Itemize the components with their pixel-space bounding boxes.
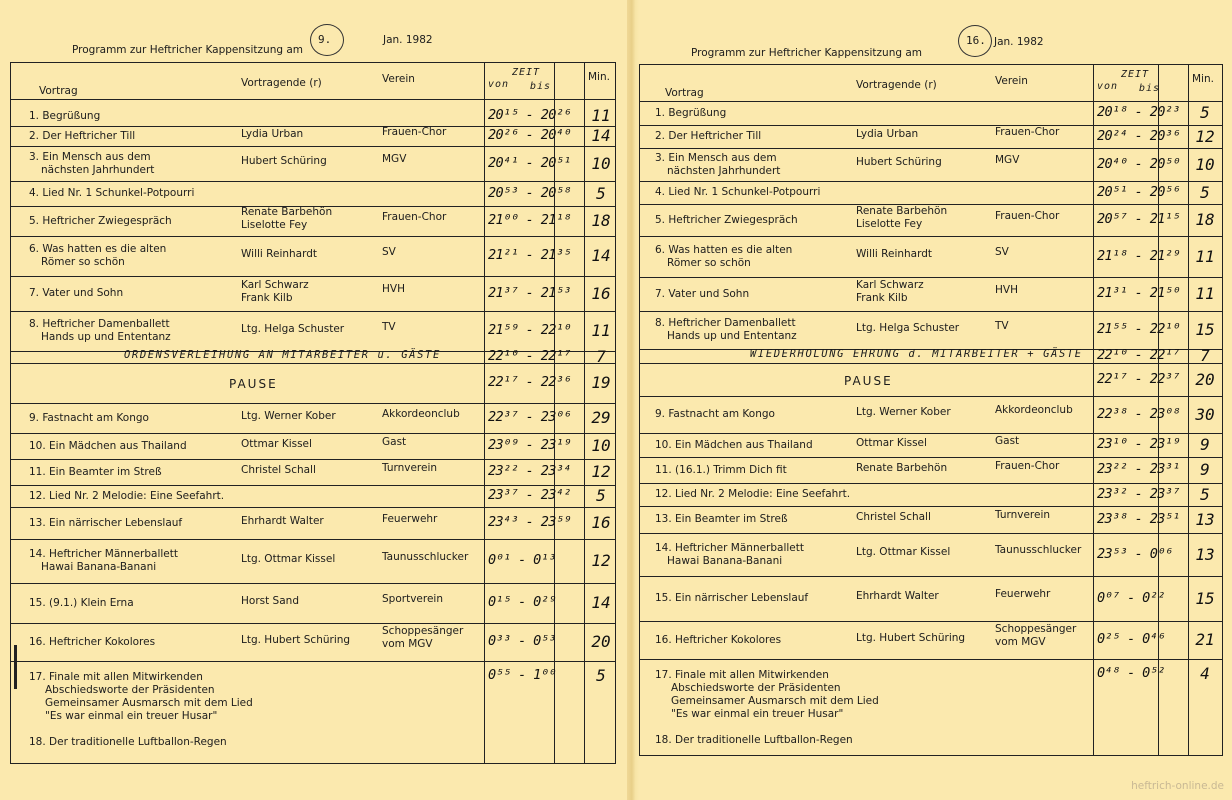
column-divider [584,63,585,763]
program-item: 1. Begrüßung [29,109,101,122]
row-divider [11,485,615,486]
program-item: Römer so schön [667,256,751,269]
verein: Gast [382,435,407,448]
program-title: Programm zur Heftricher Kappensitzung am [691,47,923,59]
program-item: 15. Ein närrischer Lebenslauf [655,592,809,604]
time-range: 21⁵⁵ - 22¹⁰ [1097,321,1180,337]
verein: TV [995,319,1009,332]
program-item: Abschiedsworte der Präsidenten [671,682,841,694]
minutes: 16 [591,283,611,303]
performer: Liselotte Fey [241,219,308,231]
time-range: 20⁴⁰ - 20⁵⁰ [1097,155,1180,172]
row-divider [640,311,1222,312]
program-item: Römer so schön [41,256,125,268]
minutes: 7 [596,347,606,366]
program-item: 8. Heftricher Damenballett [655,317,796,329]
program-item: 13. Ein Beamter im Streß [655,513,788,525]
minutes: 7 [1200,346,1210,365]
minutes: 13 [1195,544,1215,564]
program-item: nächsten Jahrhundert [41,163,155,176]
performer: Horst Sand [241,594,299,607]
minutes: 10 [1195,154,1215,174]
header-vortragende: Vortragende (r) [241,77,322,89]
time-range: 21³¹ - 21⁵⁰ [1097,285,1180,301]
row-divider [11,433,615,434]
header-bis: bis [530,81,552,92]
program-item: 11. (16.1.) Trimm Dich fit [655,463,787,476]
performer: Ltg. Helga Schuster [856,321,960,334]
time-range: 21³⁷ - 21⁵³ [488,284,571,301]
performer: Hubert Schüring [856,156,942,168]
banner-ordensverleihung: ORDENSVERLEIHUNG AN MITARBEITER u. GÄSTE [124,349,441,361]
time-range: 22¹⁰ - 22¹⁷ [1097,347,1180,363]
minutes: 10 [591,436,611,455]
program-item: Hawai Banana-Banani [667,554,783,567]
row-divider [640,506,1222,507]
performer: Ehrhardt Walter [241,514,324,527]
program-date: Jan. 1982 [383,34,433,46]
verein: Feuerwehr [382,512,438,525]
program-item: 8. Heftricher Damenballett [29,318,170,330]
row-divider [640,483,1222,484]
row-divider [640,396,1222,397]
time-range: 22¹⁰ - 22¹⁷ [488,348,571,364]
time-range: 21²¹ - 21³⁵ [488,247,571,263]
performer: Karl Schwarz [856,279,924,291]
performer: Willi Reinhardt [241,247,318,260]
time-range: 20⁵⁷ - 21¹⁵ [1097,211,1180,227]
pause-label: PAUSE [229,377,278,391]
minutes: 14 [591,246,611,265]
verein: Frauen-Chor [382,125,447,138]
performer: Renate Barbehön [241,206,333,218]
page-fold [627,0,639,800]
minutes: 18 [1195,210,1215,229]
verein: vom MGV [382,638,433,650]
row-divider [640,181,1222,182]
minutes: 9 [1200,460,1210,479]
verein: Taunusschlucker [995,544,1082,556]
verein: Akkordeonclub [995,404,1073,416]
header-von: von [488,79,510,90]
time-range: 20¹⁵ - 20²⁶ [488,107,571,123]
performer: Lydia Urban [856,128,919,140]
header-vortrag: Vortrag [665,87,704,99]
program-item: 4. Lied Nr. 1 Schunkel-Potpourri [29,187,195,199]
performer: Ltg. Hubert Schüring [241,633,351,646]
program-item: 5. Heftricher Zwiegespräch [29,214,172,227]
program-item: 1. Begrüßung [655,106,727,119]
time-range: 20⁵¹ - 20⁵⁶ [1097,183,1180,200]
header-min: Min. [588,71,610,83]
program-item: 16. Heftricher Kokolores [29,635,156,648]
verein: MGV [995,154,1020,166]
minutes: 18 [591,211,611,230]
row-divider [640,277,1222,278]
header-verein: Verein [382,73,415,85]
row-divider [640,457,1222,458]
program-item: Hands up und Ententanz [667,330,797,342]
performer: Ltg. Hubert Schüring [856,631,966,644]
verein: Akkordeonclub [382,407,460,420]
minutes: 5 [596,666,606,685]
verein: Frauen-Chor [995,459,1060,472]
time-range: 23³⁸ - 23⁵¹ [1097,510,1180,527]
time-range: 23²² - 23³¹ [1097,461,1180,477]
program-item: Gemeinsamer Ausmarsch mit dem Lied [671,695,879,707]
row-divider [11,507,615,508]
program-item: 17. Finale mit allen Mitwirkenden [29,671,203,683]
margin-mark [14,645,17,689]
row-divider [11,403,615,404]
time-range: 23⁴³ - 23⁵⁹ [488,514,571,530]
program-item: nächsten Jahrhundert [667,164,781,177]
performer: Lydia Urban [241,127,304,140]
program-item: Hands up und Ententanz [41,331,171,343]
minutes: 12 [1195,126,1215,146]
minutes: 5 [1200,484,1210,504]
row-divider [640,236,1222,237]
minutes: 11 [1195,284,1215,303]
verein: Frauen-Chor [995,209,1060,222]
time-range: 23³² - 23³⁷ [1097,485,1180,502]
performer: Karl Schwarz [241,278,309,291]
row-divider [640,533,1222,534]
time-range: 21⁵⁹ - 22¹⁰ [488,322,571,338]
performer: Ltg. Helga Schuster [241,322,345,335]
program-item: Gemeinsamer Ausmarsch mit dem Lied [45,697,253,709]
time-range: 20⁴¹ - 20⁵¹ [488,154,571,171]
time-range: 0³³ - 0⁵³ [488,633,556,649]
program-item: 9. Fastnacht am Kongo [655,408,775,420]
banner-ordensverleihung: WIEDERHOLUNG EHRUNG d. MITARBEITER + GÄSTE [750,348,1083,360]
column-divider [1093,65,1094,755]
minutes: 5 [1200,103,1210,122]
program-item: 12. Lied Nr. 2 Melodie: Eine Seefahrt. [655,488,851,500]
handwritten-day: 9. [318,33,332,46]
time-range: 23²² - 23³⁴ [488,463,571,479]
row-divider [640,659,1222,660]
time-range: 21⁰⁰ - 21¹⁸ [488,212,571,228]
verein: Sportverein [382,592,443,605]
performer: Ehrhardt Walter [856,590,939,602]
verein: Taunusschlucker [382,550,469,563]
column-divider [484,63,485,763]
program-item: 9. Fastnacht am Kongo [29,411,149,424]
time-range: 0⁰¹ - 0¹³ [488,552,556,568]
program-item: 2. Der Heftricher Till [655,130,762,142]
time-range: 22³⁷ - 23⁰⁶ [488,409,571,425]
performer: Willi Reinhardt [856,248,933,260]
header-zeit: ZEIT [1121,69,1150,80]
performer: Ltg. Ottmar Kissel [241,552,336,565]
verein: Schoppesänger [382,625,464,637]
verein: MGV [382,153,407,165]
time-range: 23⁵³ - 0⁰⁶ [1097,545,1173,562]
row-divider [11,623,615,624]
row-divider [640,621,1222,622]
row-divider [640,363,1222,364]
row-divider [640,125,1222,126]
verein: Feuerwehr [995,588,1051,600]
time-range: 20¹⁸ - 20²³ [1097,104,1180,120]
verein: Gast [995,434,1020,447]
performer: Ltg. Werner Kober [856,406,951,418]
header-von: von [1097,81,1119,92]
minutes: 5 [1200,182,1210,202]
performer: Renate Barbehön [856,205,948,217]
program-item: Abschiedsworte der Präsidenten [45,684,215,696]
performer: Ottmar Kissel [241,437,312,450]
performer: Frank Kilb [241,291,293,304]
minutes: 11 [591,106,611,125]
program-item: 17. Finale mit allen Mitwirkenden [655,669,829,681]
minutes: 11 [1195,246,1215,266]
header-verein: Verein [995,75,1028,87]
time-range: 22³⁸ - 23⁰⁸ [1097,405,1180,422]
header-divider [640,101,1222,102]
performer: Ltg. Werner Kober [241,409,336,422]
minutes: 14 [591,593,611,612]
program-item: 18. Der traditionelle Luftballon-Regen [655,734,853,746]
time-range: 0⁴⁸ - 0⁵² [1097,665,1165,681]
performer: Hubert Schüring [241,155,327,167]
program-item: "Es war einmal ein treuer Husar" [671,708,844,720]
minutes: 21 [1195,630,1215,649]
row-divider [11,311,615,312]
column-divider [1188,65,1189,755]
program-item: 10. Ein Mädchen aus Thailand [29,439,187,452]
program-item: 18. Der traditionelle Luftballon-Regen [29,736,227,748]
program-item: 15. (9.1.) Klein Erna [29,596,134,609]
minutes: 13 [1195,509,1215,529]
program-item: 10. Ein Mädchen aus Thailand [655,438,813,451]
verein: Turnverein [995,509,1051,521]
minutes: 29 [591,408,611,427]
verein: Turnverein [382,461,438,474]
program-table [639,64,1223,756]
program-item: 2. Der Heftricher Till [29,129,136,142]
row-divider [640,433,1222,434]
handwritten-day: 16. [966,34,986,47]
minutes: 15 [1195,588,1215,608]
verein: HVH [382,283,405,295]
time-range: 20²⁴ - 20³⁶ [1097,127,1180,144]
time-range: 23¹⁰ - 23¹⁹ [1097,436,1180,452]
program-item: 14. Heftricher Männerballett [29,548,179,560]
row-divider [11,459,615,460]
header-vortragende: Vortragende (r) [856,79,937,91]
header-min: Min. [1192,73,1214,85]
time-range: 0²⁵ - 0⁴⁶ [1097,631,1165,647]
verein: Schoppesänger [995,623,1077,635]
minutes: 5 [596,183,606,203]
program-title: Programm zur Heftricher Kappensitzung am [72,44,304,56]
program-item: 7. Vater und Sohn [655,287,750,300]
header-bis: bis [1139,83,1161,94]
verein: vom MGV [995,636,1046,648]
program-item: 16. Heftricher Kokolores [655,633,782,646]
row-divider [11,236,615,237]
minutes: 10 [591,153,611,173]
minutes: 20 [591,632,611,651]
row-divider [11,181,615,182]
header-zeit: ZEIT [512,67,541,78]
program-item: "Es war einmal ein treuer Husar" [45,710,218,722]
row-divider [640,148,1222,149]
performer: Christel Schall [241,463,316,476]
minutes: 30 [1195,404,1215,424]
minutes: 12 [591,551,611,570]
time-range: 20⁵³ - 20⁵⁸ [488,184,571,201]
program-item: 12. Lied Nr. 2 Melodie: Eine Seefahrt. [29,489,225,502]
program-item: 3. Ein Mensch aus dem [29,150,151,163]
program-item: 5. Heftricher Zwiegespräch [655,213,798,226]
program-item: 3. Ein Mensch aus dem [655,151,777,164]
minutes: 5 [596,486,606,505]
minutes: 4 [1200,664,1210,683]
time-range: 22¹⁷ - 22³⁶ [488,374,571,390]
program-table [10,62,616,764]
program-item: 6. Was hatten es die alten [29,243,167,255]
verein: HVH [995,283,1018,296]
time-range: 23⁰⁹ - 23¹⁹ [488,437,571,453]
performer: Ltg. Ottmar Kissel [856,546,951,558]
row-divider [11,146,615,147]
performer: Ottmar Kissel [856,436,927,449]
row-divider [11,583,615,584]
pause-label: PAUSE [844,373,893,388]
minutes: 20 [1195,369,1215,389]
row-divider [11,276,615,277]
performer: Liselotte Fey [856,218,923,230]
minutes: 16 [591,513,611,532]
program-item: 14. Heftricher Männerballett [655,541,805,554]
time-range: 0⁰⁷ - 0²² [1097,589,1165,606]
row-divider [640,576,1222,577]
program-item: 11. Ein Beamter im Streß [29,465,162,478]
day-circle [958,25,992,57]
program-item: 13. Ein närrischer Lebenslauf [29,516,183,529]
program-item: 7. Vater und Sohn [29,287,124,299]
minutes: 15 [1195,320,1215,339]
day-circle [310,24,344,56]
verein: Frauen-Chor [382,210,447,223]
verein: TV [382,320,396,333]
program-sheet-jan-16 [639,0,1232,800]
header-divider [11,99,615,100]
time-range: 21¹⁸ - 21²⁹ [1097,247,1180,264]
performer: Frank Kilb [856,292,908,304]
program-item: 6. Was hatten es die alten [655,243,793,256]
row-divider [11,539,615,540]
minutes: 14 [591,126,611,145]
minutes: 9 [1200,435,1210,454]
time-range: 0¹⁵ - 0²⁹ [488,594,556,610]
time-range: 20²⁶ - 20⁴⁰ [488,127,571,143]
header-vortrag: Vortrag [39,85,78,97]
verein: Frauen-Chor [995,126,1060,138]
performer: Christel Schall [856,511,931,523]
time-range: 0⁵⁵ - 1⁰⁰ [488,667,556,683]
program-item: Hawai Banana-Banani [41,561,157,573]
program-item: 4. Lied Nr. 1 Schunkel-Potpourri [655,186,821,198]
minutes: 11 [591,321,611,340]
program-date: Jan. 1982 [994,36,1044,48]
watermark: heftrich-online.de [1131,780,1224,792]
time-range: 22¹⁷ - 22³⁷ [1097,370,1180,387]
verein: SV [995,246,1009,258]
time-range: 23³⁷ - 23⁴² [488,487,571,503]
performer: Renate Barbehön [856,461,948,474]
verein: SV [382,245,396,258]
row-divider [11,661,615,662]
minutes: 12 [591,462,611,481]
minutes: 19 [591,373,611,392]
